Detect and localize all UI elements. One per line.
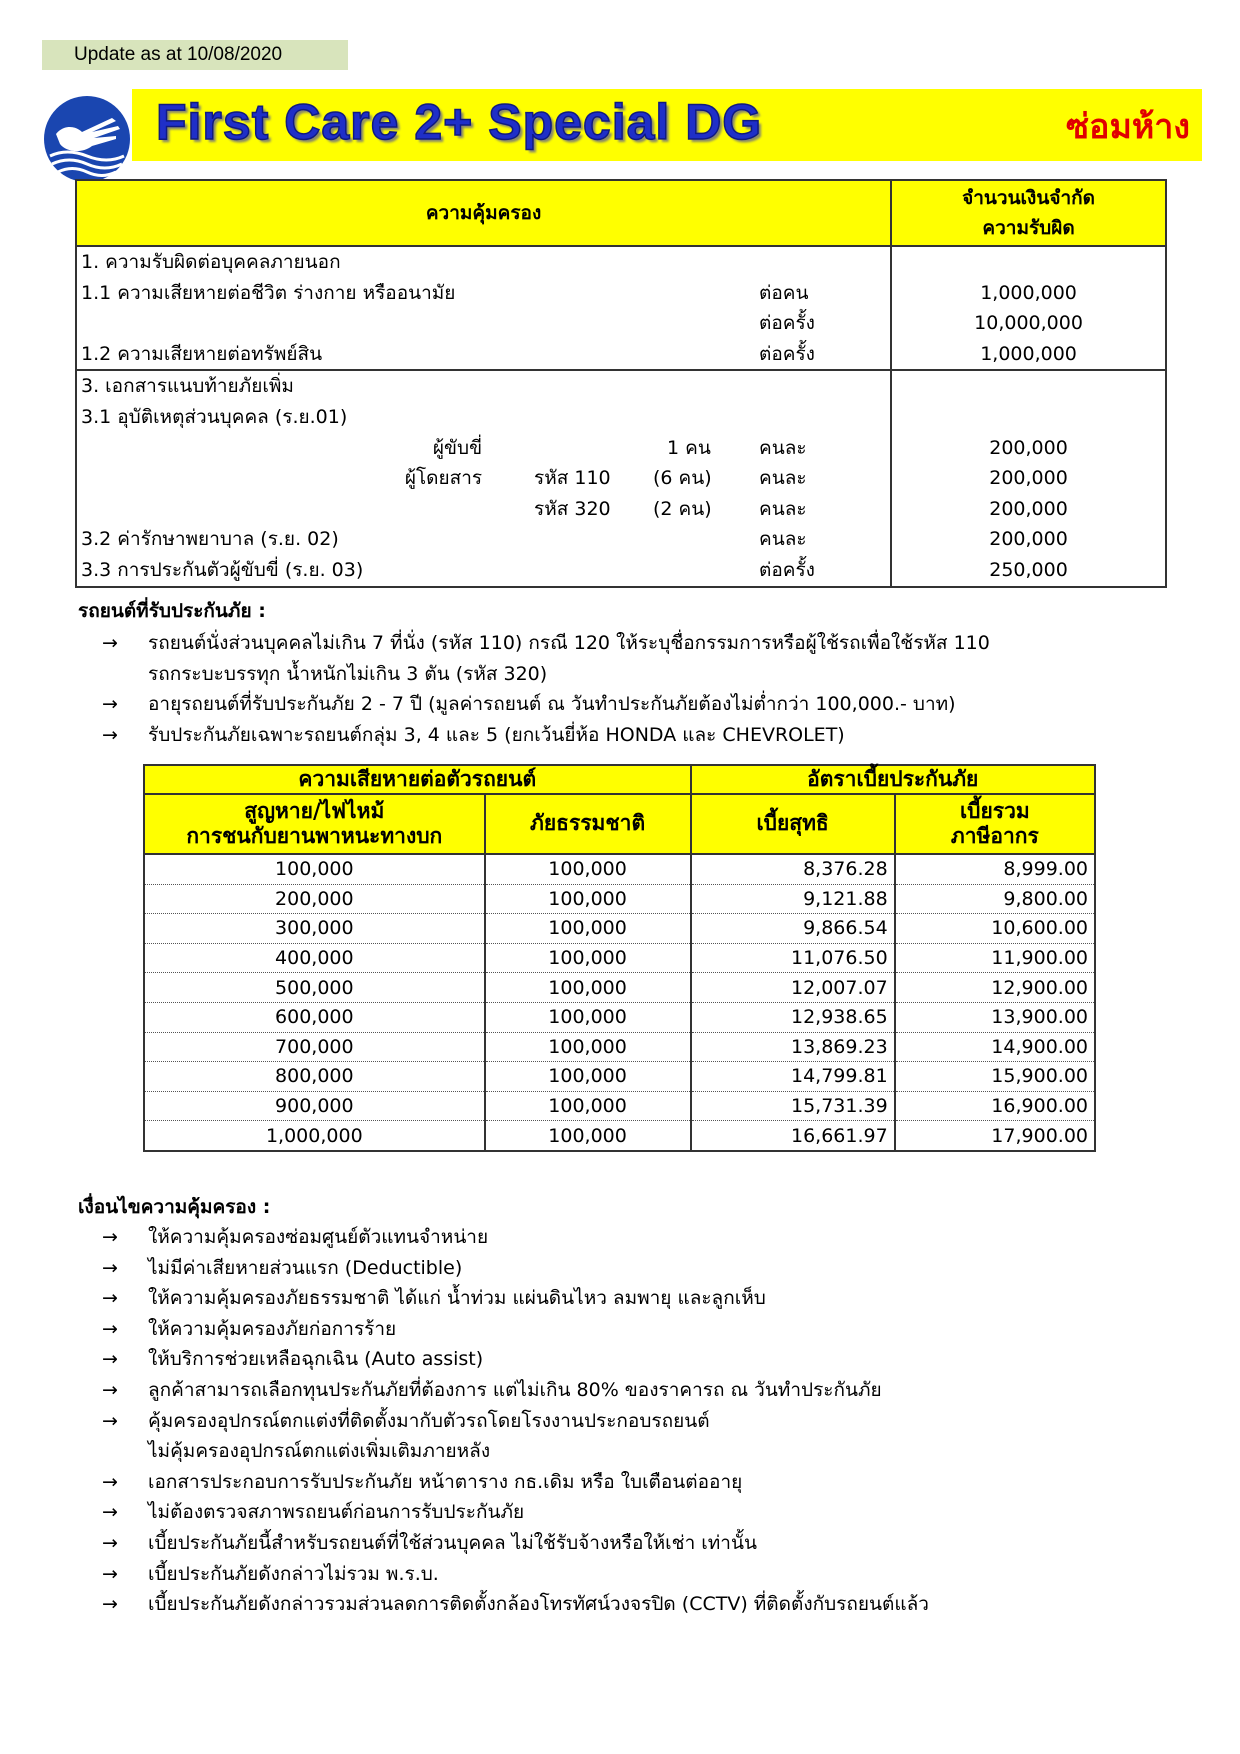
bullet-text: ไม่คุ้มครองอุปกรณ์ตกแต่งเพิ่มเติมภายหลัง	[148, 1440, 491, 1463]
net-premium-cell: 16,661.97	[691, 1121, 895, 1151]
coverage-section-1	[76, 246, 1166, 370]
conditions-list	[102, 1222, 1152, 1620]
bullet-text: เบี้ยประกันภัยดังกล่าวไม่รวม พ.ร.บ.	[148, 1562, 439, 1585]
pa-row: รหัส 320 (2 คน) คนละ	[534, 497, 807, 520]
total-premium-header: เบี้ยรวม ภาษีอากร	[895, 794, 1095, 854]
sum-insured-cell: 100,000	[144, 854, 485, 884]
net-premium-cell: 9,866.54	[691, 914, 895, 944]
bullet-text: รถกระบะบรรทุก น้ำหนักไม่เกิน 3 ตัน (รหัส 320)	[148, 662, 548, 685]
net-premium-cell: 12,007.07	[691, 973, 895, 1003]
bullet-item	[102, 1406, 1152, 1437]
net-premium-header: เบี้ยสุทธิ	[691, 794, 895, 854]
natural-disaster-cell: 100,000	[485, 1002, 691, 1032]
coverage-amount: 200,000	[989, 528, 1068, 551]
premium-rate-table	[143, 764, 1096, 1152]
sum-insured-cell: 600,000	[144, 1002, 485, 1032]
coverage-row: ต่อครั้ง	[759, 312, 815, 335]
bullet-item	[102, 628, 1102, 659]
arrow-right-icon: →	[102, 1593, 118, 1616]
update-date-badge: Update as at 10/08/2020	[42, 40, 348, 70]
arrow-right-icon: →	[102, 1470, 118, 1493]
bullet-text: ไม่ต้องตรวจสภาพรถยนต์ก่อนการรับประกันภัย	[148, 1501, 525, 1524]
arrow-right-icon: →	[102, 723, 118, 746]
sum-insured-cell: 800,000	[144, 1062, 485, 1092]
rate-row	[144, 1002, 1095, 1032]
arrow-right-icon: →	[102, 1348, 118, 1371]
rate-row	[144, 1091, 1095, 1121]
coverage-row: 1.2 ความเสียหายต่อทรัพย์สิน ต่อครั้ง	[81, 342, 815, 365]
total-premium-cell: 9,800.00	[895, 884, 1095, 914]
net-premium-cell: 15,731.39	[691, 1091, 895, 1121]
total-premium-cell: 16,900.00	[895, 1091, 1095, 1121]
coverage-amount: 200,000	[989, 497, 1068, 520]
bullet-item	[102, 1283, 1152, 1314]
bullet-text: เบี้ยประกันภัยดังกล่าวรวมส่วนลดการติดตั้งกล้องโทรทัศน์วงจรปิด (CCTV) ที่ติดตั้งกับรถยนต์แล้ว	[148, 1593, 929, 1616]
bullet-text: ให้ความคุ้มครองภัยธรรมชาติ ได้แก่ น้ำท่วม แผ่นดินไหว ลมพายุ และลูกเห็บ	[148, 1287, 766, 1310]
total-premium-cell: 15,900.00	[895, 1062, 1095, 1092]
rate-row	[144, 1032, 1095, 1062]
bullet-item	[102, 1497, 1152, 1528]
bullet-item	[102, 1375, 1152, 1406]
bullet-text: อายุรถยนต์ที่รับประกันภัย 2 - 7 ปี (มูลค่ารถยนต์ ณ วันทำประกันภัยต้องไม่ต่ำกว่า 100,000.- บาท)	[148, 693, 956, 716]
vehicle-list	[102, 628, 1102, 750]
bullet-item	[102, 1436, 1152, 1467]
arrow-right-icon: →	[102, 632, 118, 654]
section-title: 1. ความรับผิดต่อบุคคลภายนอก	[81, 251, 341, 273]
rate-row	[144, 884, 1095, 914]
product-title: First Care 2+ Special DG	[156, 94, 763, 150]
natural-disaster-cell: 100,000	[485, 854, 691, 884]
coverage-row: 1.1 ความเสียหายต่อชีวิต ร่างกาย หรืออนามัย ต่อคน	[81, 281, 809, 304]
sum-insured-cell: 1,000,000	[144, 1121, 485, 1151]
limit-header-line2: ความรับผิด	[982, 217, 1075, 239]
natural-disaster-cell: 100,000	[485, 943, 691, 973]
arrow-right-icon: →	[102, 1409, 118, 1432]
natural-disaster-cell: 100,000	[485, 884, 691, 914]
net-premium-cell: 12,938.65	[691, 1002, 895, 1032]
rate-row	[144, 854, 1095, 884]
total-premium-cell: 8,999.00	[895, 854, 1095, 884]
bullet-text: ไม่มีค่าเสียหายส่วนแรก (Deductible)	[148, 1256, 463, 1279]
sum-insured-cell: 900,000	[144, 1091, 485, 1121]
bullet-text: รถยนต์นั่งส่วนบุคคลไม่เกิน 7 ที่นั่ง (รหัส 110) กรณี 120 ให้ระบุชื่อกรรมการหรือผู้ใช้รถเพื่อใช้รหัส 110	[148, 632, 990, 654]
net-premium-cell: 11,076.50	[691, 943, 895, 973]
limit-header	[891, 180, 1166, 246]
net-premium-cell: 14,799.81	[691, 1062, 895, 1092]
limit-header-line1: จำนวนเงินจำกัด	[962, 187, 1095, 209]
arrow-right-icon: →	[102, 1256, 118, 1279]
section-title: 3. เอกสารแนบท้ายภัยเพิ่ม	[81, 375, 294, 398]
coverage-amount: 10,000,000	[974, 312, 1083, 335]
bullet-item	[102, 659, 1102, 690]
total-premium-cell: 13,900.00	[895, 1002, 1095, 1032]
bullet-item	[102, 1559, 1152, 1590]
subsection-title: 3.1 อุบัติเหตุส่วนบุคคล (ร.ย.01)	[81, 405, 348, 428]
net-premium-cell: 9,121.88	[691, 884, 895, 914]
damage-group-header: ความเสียหายต่อตัวรถยนต์	[144, 765, 691, 794]
arrow-right-icon: →	[102, 1531, 118, 1554]
coverage-row: 3.2 ค่ารักษาพยาบาล (ร.ย. 02) คนละ	[81, 528, 807, 551]
title-banner	[132, 89, 1202, 161]
bullet-text: รับประกันภัยเฉพาะรถยนต์กลุ่ม 3, 4 และ 5 (ยกเว้นยี่ห้อ HONDA และ CHEVROLET)	[148, 723, 845, 746]
bullet-item	[102, 1253, 1152, 1284]
pa-row: ผู้โดยสาร รหัส 110 (6 คน) คนละ	[404, 467, 807, 490]
coverage-row: 3.3 การประกันตัวผู้ขับขี่ (ร.ย. 03) ต่อครั้ง	[81, 558, 815, 581]
vehicles-heading: รถยนต์ที่รับประกันภัย :	[78, 600, 266, 622]
loss-fire-collision-header: สูญหาย/ไฟไหม้ การชนกับยานพาหนะทางบก	[144, 794, 485, 854]
coverage-amount: 250,000	[989, 558, 1068, 581]
bullet-item	[102, 1344, 1152, 1375]
pa-row: ผู้ขับขี่ 1 คน คนละ	[432, 436, 807, 459]
bullet-item	[102, 689, 1102, 720]
natural-disaster-cell: 100,000	[485, 1121, 691, 1151]
arrow-right-icon: →	[102, 1501, 118, 1524]
bullet-text: ให้บริการช่วยเหลือฉุกเฉิน (Auto assist)	[148, 1348, 484, 1371]
coverage-amount: 200,000	[989, 436, 1068, 459]
bullet-text: เอกสารประกอบการรับประกันภัย หน้าตาราง กธ.เดิม หรือ ใบเตือนต่ออายุ	[148, 1470, 743, 1493]
bullet-text: ให้ความคุ้มครองซ่อมศูนย์ตัวแทนจำหน่าย	[148, 1226, 489, 1248]
arrow-right-icon: →	[102, 1378, 118, 1401]
total-premium-cell: 17,900.00	[895, 1121, 1095, 1151]
premium-group-header: อัตราเบี้ยประกันภัย	[691, 765, 1095, 794]
bullet-item	[102, 720, 1102, 751]
coverage-header: ความคุ้มครอง	[76, 180, 891, 246]
rate-row	[144, 1062, 1095, 1092]
total-premium-cell: 12,900.00	[895, 973, 1095, 1003]
natural-disaster-cell: 100,000	[485, 1032, 691, 1062]
repair-type-label: ซ่อมห้าง	[1065, 107, 1190, 147]
net-premium-cell: 8,376.28	[691, 854, 895, 884]
rate-row	[144, 973, 1095, 1003]
sum-insured-cell: 500,000	[144, 973, 485, 1003]
natural-disaster-cell: 100,000	[485, 1091, 691, 1121]
bullet-item	[102, 1589, 1152, 1620]
bullet-text: เบี้ยประกันภัยนี้สำหรับรถยนต์ที่ใช้ส่วนบุคคล ไม่ใช้รับจ้างหรือให้เช่า เท่านั้น	[148, 1531, 757, 1554]
net-premium-cell: 13,869.23	[691, 1032, 895, 1062]
arrow-right-icon: →	[102, 1226, 118, 1248]
bullet-text: คุ้มครองอุปกรณ์ตกแต่งที่ติดตั้งมากับตัวรถโดยโรงงานประกอบรถยนต์	[148, 1409, 710, 1432]
rate-row	[144, 943, 1095, 973]
sum-insured-cell: 400,000	[144, 943, 485, 973]
bullet-item	[102, 1222, 1152, 1253]
sum-insured-cell: 200,000	[144, 884, 485, 914]
coverage-amount: 1,000,000	[980, 281, 1077, 304]
natural-disaster-cell: 100,000	[485, 1062, 691, 1092]
natural-disaster-header: ภัยธรรมชาติ	[485, 794, 691, 854]
sum-insured-cell: 700,000	[144, 1032, 485, 1062]
total-premium-cell: 14,900.00	[895, 1032, 1095, 1062]
bullet-item	[102, 1314, 1152, 1345]
sum-insured-cell: 300,000	[144, 914, 485, 944]
coverage-amount: 200,000	[989, 467, 1068, 490]
arrow-right-icon: →	[102, 1317, 118, 1340]
arrow-right-icon: →	[102, 1562, 118, 1585]
coverage-section-3	[76, 370, 1166, 586]
bullet-item	[102, 1467, 1152, 1498]
conditions-heading: เงื่อนไขความคุ้มครอง :	[78, 1196, 271, 1218]
total-premium-cell: 11,900.00	[895, 943, 1095, 973]
dove-wave-logo-icon	[42, 94, 132, 184]
total-premium-cell: 10,600.00	[895, 914, 1095, 944]
bullet-item	[102, 1528, 1152, 1559]
bullet-text: ลูกค้าสามารถเลือกทุนประกันภัยที่ต้องการ แต่ไม่เกิน 80% ของราคารถ ณ วันทำประกันภัย	[148, 1378, 882, 1401]
coverage-table	[75, 179, 1167, 588]
natural-disaster-cell: 100,000	[485, 914, 691, 944]
arrow-right-icon: →	[102, 1287, 118, 1310]
coverage-amount: 1,000,000	[980, 342, 1077, 365]
bullet-text: ให้ความคุ้มครองภัยก่อการร้าย	[148, 1317, 397, 1340]
natural-disaster-cell: 100,000	[485, 973, 691, 1003]
rate-row	[144, 1121, 1095, 1151]
rate-row	[144, 914, 1095, 944]
arrow-right-icon: →	[102, 693, 118, 716]
